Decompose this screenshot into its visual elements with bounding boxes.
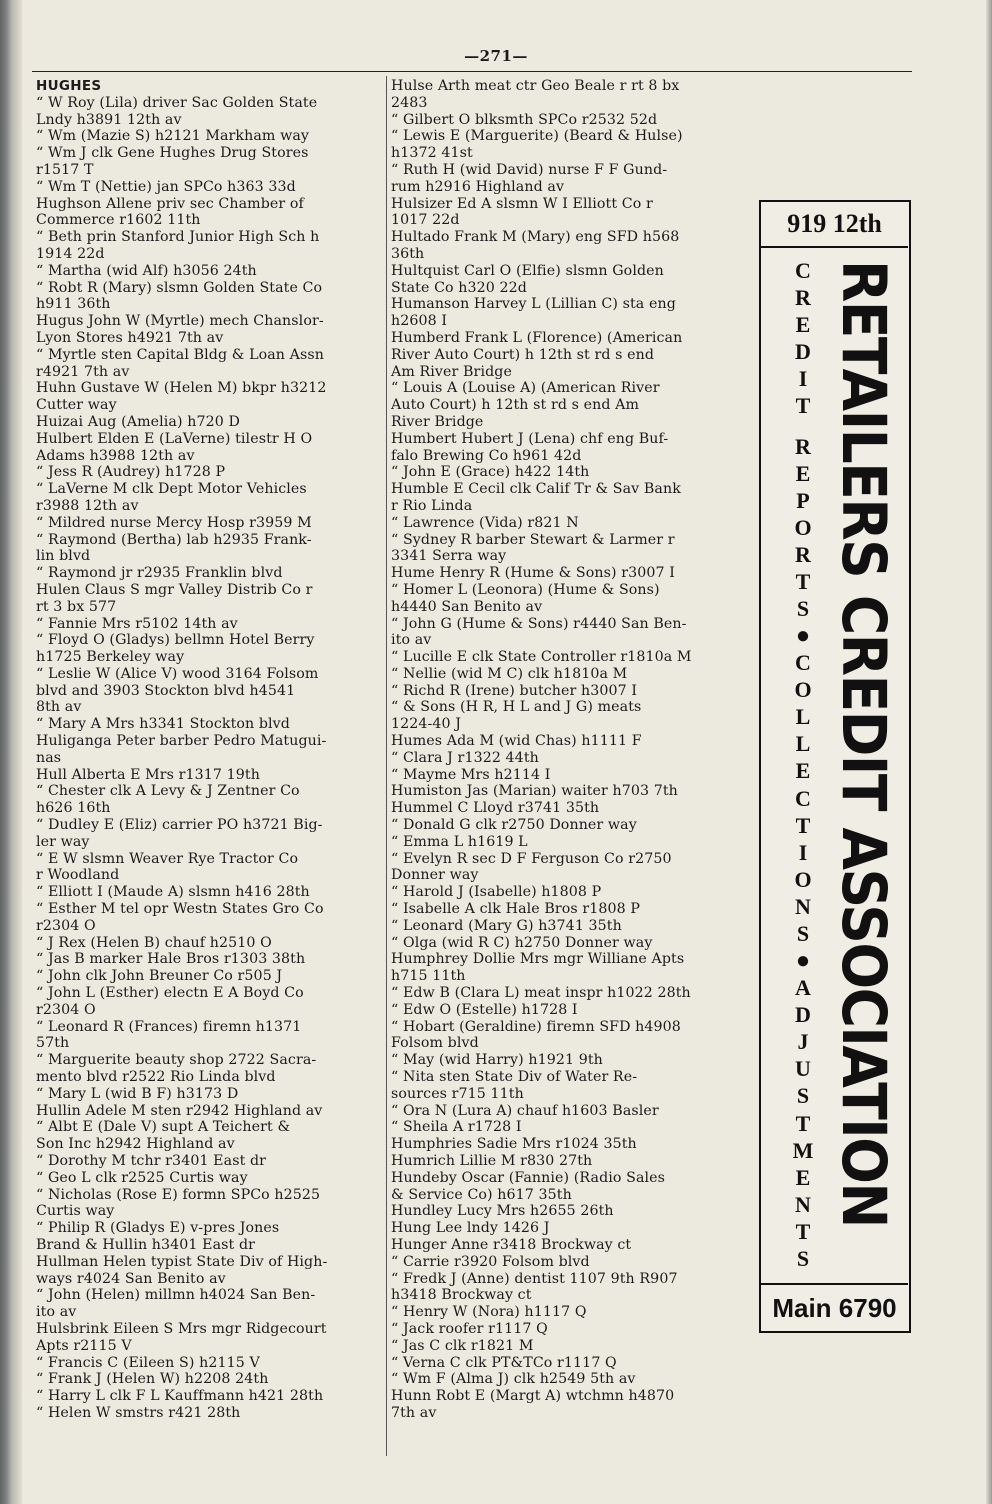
ad-letter: I xyxy=(798,839,808,865)
directory-entry-line: 57th xyxy=(36,1035,70,1052)
ad-letter: P xyxy=(796,487,810,513)
directory-entry-line: Hunn Robt E (Margt A) wtchmn h4870 xyxy=(391,1388,675,1405)
directory-entry-line: “ W Roy (Lila) driver Sac Golden State xyxy=(36,94,318,111)
directory-entry-line: “ Lawrence (Vida) r821 N xyxy=(391,514,579,531)
ad-letter: C xyxy=(795,785,811,811)
directory-entry-line: Hume Henry R (Hume & Sons) r3007 I xyxy=(391,565,675,582)
ad-address: 919 12th xyxy=(761,202,908,248)
directory-entry-line: “ Esther M tel opr Westn States Gro Co xyxy=(36,901,324,918)
directory-entry-line: 1017 22d xyxy=(391,212,460,229)
ad-letter: D xyxy=(795,339,811,365)
directory-entry-line: Am River Bridge xyxy=(391,363,512,380)
ad-letter: L xyxy=(795,731,811,757)
directory-entry-line: Humble E Cecil clk Calif Tr & Sav Bank xyxy=(391,481,681,498)
directory-entry-line: Hull Alberta E Mrs r1317 19th xyxy=(36,766,260,783)
directory-entry-line: Adams h3988 12th av xyxy=(36,447,195,464)
directory-entry-line: Hulen Claus S mgr Valley Distrib Co r xyxy=(36,581,313,598)
directory-entry-line: Hughson Allene priv sec Chamber of xyxy=(36,195,304,212)
directory-entry-line: Hulsizer Ed A slsmn W I Elliott Co r xyxy=(391,195,653,212)
directory-entry-line: “ Henry W (Nora) h1117 Q xyxy=(391,1304,587,1321)
directory-entry-line: “ Leonard (Mary G) h3741 35th xyxy=(391,917,622,934)
directory-entry-line: & Service Co) h617 35th xyxy=(391,1186,572,1203)
ad-letter: U xyxy=(795,1056,811,1082)
directory-entry-line: “ Floyd O (Gladys) bellmn Hotel Berry xyxy=(36,632,315,649)
ad-letter: J xyxy=(797,1029,809,1055)
ad-letter: C xyxy=(795,650,811,676)
directory-entry-line: “ Lewis E (Marguerite) (Beard & Hulse) xyxy=(391,128,683,145)
directory-entry-line: “ Verna C clk PT&TCo r1117 Q xyxy=(391,1354,617,1371)
directory-entry-line: Hunger Anne r3418 Brockway ct xyxy=(391,1236,632,1253)
directory-entry-line: blvd and 3903 Stockton blvd h4541 xyxy=(36,682,296,699)
ad-letter: T xyxy=(795,1218,811,1244)
directory-entry-line: “ Dudley E (Eliz) carrier PO h3721 Big- xyxy=(36,817,323,834)
directory-entry-line: “ Fredk J (Anne) dentist 1107 9th R907 xyxy=(391,1270,678,1287)
directory-entry-line: “ Ora N (Lura A) chauf h1603 Basler xyxy=(391,1102,659,1119)
directory-entry-line: r2304 O xyxy=(36,1001,96,1018)
directory-entry-line: Curtis way xyxy=(36,1203,115,1220)
ad-vertical-services xyxy=(781,260,825,1270)
directory-entry-line: r2304 O xyxy=(36,917,96,934)
directory-entry-line: Hulbert Elden E (LaVerne) tilestr H O xyxy=(36,430,313,447)
directory-entry-line: Humberd Frank L (Florence) (American xyxy=(391,329,683,346)
directory-entry-line: 3341 Serra way xyxy=(391,548,507,565)
directory-entry-line: “ Jack roofer r1117 Q xyxy=(391,1320,548,1337)
directory-entry-line: lin blvd xyxy=(36,548,91,565)
directory-entry-line: “ Wm (Mazie S) h2121 Markham way xyxy=(36,128,310,145)
directory-entry-line: Commerce r1602 11th xyxy=(36,212,201,229)
directory-entry-line: River Bridge xyxy=(391,413,484,430)
directory-entry-line: “ Philip R (Gladys E) v-pres Jones xyxy=(36,1220,280,1237)
directory-entry-line: “ Lucille E clk State Controller r1810a M xyxy=(391,649,692,666)
directory-entry-line: ways r4024 San Benito av xyxy=(36,1270,226,1287)
directory-entry-line: “ Carrie r3920 Folsom blvd xyxy=(391,1253,590,1270)
directory-entry-line: Hundeby Oscar (Fannie) (Radio Sales xyxy=(391,1169,666,1186)
directory-entry-line: “ LaVerne M clk Dept Motor Vehicles xyxy=(36,481,307,498)
directory-entry-line: Humrich Lillie M r830 27th xyxy=(391,1153,593,1169)
directory-entry-line: “ Mary A Mrs h3341 Stockton blvd xyxy=(36,716,290,733)
directory-entry-line: Huliganga Peter barber Pedro Matugui- xyxy=(36,733,327,750)
directory-entry-line: “ John L (Esther) electn E A Boyd Co xyxy=(36,985,304,1002)
directory-entry-line: Donner way xyxy=(391,867,479,884)
directory-entry-line: “ Leslie W (Alice V) wood 3164 Folsom xyxy=(36,665,319,682)
directory-entry-line: 1224-40 J xyxy=(391,716,462,733)
left-column-entries xyxy=(36,95,381,1422)
directory-entry-line: “ Geo L clk r2525 Curtis way xyxy=(36,1169,248,1186)
ad-letter: E xyxy=(795,758,811,784)
directory-entry-line: Cutter way xyxy=(36,397,117,414)
directory-entry-line: h1372 41st xyxy=(391,145,473,162)
directory-entry-line: r Woodland xyxy=(36,867,120,884)
ad-letter: A xyxy=(795,975,811,1001)
ad-letter: C xyxy=(795,258,811,283)
directory-entry-line: “ John clk John Breuner Co r505 J xyxy=(36,968,283,985)
directory-entry-line: ito av xyxy=(36,1304,77,1321)
page-binding-shadow xyxy=(0,0,22,1504)
middle-column-entries xyxy=(391,78,751,1422)
directory-entry-line: Lndy h3891 12th av xyxy=(36,111,182,128)
directory-entry-line: “ Nita sten State Div of Water Re- xyxy=(391,1069,638,1086)
directory-entry-line: “ Louis A (Louise A) (American River xyxy=(391,380,660,397)
directory-entry-line: Huizai Aug (Amelia) h720 D xyxy=(36,413,240,430)
directory-entry-line: h4440 San Benito av xyxy=(391,598,543,615)
directory-entry-line: “ Dorothy M tchr r3401 East dr xyxy=(36,1153,267,1169)
directory-entry-line: State Co h320 22d xyxy=(391,279,527,296)
ad-bullet-icon: ● xyxy=(795,948,811,975)
ad-company-name: RETAILERS CREDIT ASSOCIATION xyxy=(828,260,900,1227)
directory-entry-line: “ Raymond (Bertha) lab h2935 Frank- xyxy=(36,531,312,548)
ad-letter: R xyxy=(795,541,811,567)
directory-entry-line: Brand & Hullin h3401 East dr xyxy=(36,1236,256,1253)
directory-entry-line: “ John G (Hume & Sons) r4440 San Ben- xyxy=(391,615,687,632)
directory-entry-line: “ Richd R (Irene) butcher h3007 I xyxy=(391,682,638,699)
directory-entry-line: “ Edw B (Clara L) meat inspr h1022 28th xyxy=(391,985,691,1002)
directory-entry-line: “ Evelyn R sec D F Ferguson Co r2750 xyxy=(391,850,672,867)
ad-letter: T xyxy=(795,1110,811,1136)
directory-entry-line: “ E W slsmn Weaver Rye Tractor Co xyxy=(36,850,299,867)
ad-letter: R xyxy=(795,433,811,459)
directory-entry-line: r1517 T xyxy=(36,161,94,178)
directory-entry-line: “ Wm J clk Gene Hughes Drug Stores xyxy=(36,145,309,162)
directory-entry-line: “ Raymond jr r2935 Franklin blvd xyxy=(36,565,283,582)
directory-entry-line: “ Jas C clk r1821 M xyxy=(391,1337,534,1354)
directory-entry-line: “ Sydney R barber Stewart & Larmer r xyxy=(391,531,675,548)
directory-entry-line: Auto Court) h 12th st rd s end Am xyxy=(391,397,640,414)
directory-entry-line: Humiston Jas (Marian) waiter h703 7th xyxy=(391,783,678,800)
directory-entry-line: ler way xyxy=(36,833,90,850)
directory-entry-line: “ Elliott I (Maude A) slsmn h416 28th xyxy=(36,884,310,901)
directory-entry-line: nas xyxy=(36,749,62,766)
directory-entry-line: Lyon Stores h4921 7th av xyxy=(36,329,224,346)
directory-entry-line: “ Wm T (Nettie) jan SPCo h363 33d xyxy=(36,178,296,195)
directory-entry-line: “ Leonard R (Frances) firemn h1371 xyxy=(36,1018,302,1035)
directory-entry-line: falo Brewing Co h961 42d xyxy=(391,447,582,464)
directory-entry-line: Apts r2115 V xyxy=(36,1337,132,1354)
directory-entry-line: “ Nellie (wid M C) clk h1810a M xyxy=(391,665,628,682)
directory-entry-line: mento blvd r2522 Rio Linda blvd xyxy=(36,1069,276,1086)
directory-entry-line: Huhn Gustave W (Helen M) bkpr h3212 xyxy=(36,380,327,397)
ad-letter: S xyxy=(796,596,810,622)
retailers-credit-ad xyxy=(759,200,911,1333)
directory-entry-line: Hulsbrink Eileen S Mrs mgr Ridgecourt xyxy=(36,1320,327,1337)
directory-entry-line: “ Edw O (Estelle) h1728 I xyxy=(391,1001,578,1018)
directory-entry-line: r4921 7th av xyxy=(36,363,130,380)
ad-letter: E xyxy=(795,1164,811,1190)
directory-entry-line: “ Homer L (Leonora) (Hume & Sons) xyxy=(391,581,660,598)
page-edge xyxy=(986,0,992,1504)
directory-entry-line: “ Chester clk A Levy & J Zentner Co xyxy=(36,783,300,800)
ad-letter: L xyxy=(795,704,811,730)
left-column xyxy=(36,78,381,1422)
directory-entry-line: h715 11th xyxy=(391,968,466,985)
page-number: —271— xyxy=(464,47,528,65)
directory-entry-line: ito av xyxy=(391,632,432,649)
directory-entry-line: “ Mayme Mrs h2114 I xyxy=(391,766,551,783)
directory-entry-line: 2483 xyxy=(391,94,428,111)
directory-entry-line: “ Harry L clk F L Kauffmann h421 28th xyxy=(36,1388,324,1405)
directory-entry-line: “ Ruth H (wid David) nurse F F Gund- xyxy=(391,161,668,178)
directory-entry-line: Hummel C Lloyd r3741 35th xyxy=(391,800,600,817)
middle-column xyxy=(391,78,751,1422)
directory-entry-line: “ Marguerite beauty shop 2722 Sacra- xyxy=(36,1052,317,1069)
directory-entry-line: rt 3 bx 577 xyxy=(36,598,117,615)
directory-entry-line: Hung Lee lndy 1426 J xyxy=(391,1220,550,1237)
column-divider xyxy=(386,76,387,1456)
directory-entry-line: Hulse Arth meat ctr Geo Beale r rt 8 bx xyxy=(391,78,680,94)
directory-entry-line: “ John E (Grace) h422 14th xyxy=(391,464,590,481)
directory-entry-line: “ Clara J r1322 44th xyxy=(391,749,539,766)
ad-letter: O xyxy=(794,677,812,703)
directory-entry-line: “ Beth prin Stanford Junior High Sch h xyxy=(36,229,320,246)
directory-entry-line: Humes Ada M (wid Chas) h1111 F xyxy=(391,733,642,750)
directory-entry-line: “ May (wid Harry) h1921 9th xyxy=(391,1052,603,1069)
directory-entry-line: “ Gilbert O blksmth SPCo r2532 52d xyxy=(391,111,658,128)
ad-letter: S xyxy=(796,1083,810,1109)
directory-entry-line: Hultado Frank M (Mary) eng SFD h568 xyxy=(391,229,680,246)
ad-letter: E xyxy=(795,312,811,338)
directory-entry-line: Humphrey Dollie Mrs mgr Williane Apts xyxy=(391,951,685,968)
ad-letter: T xyxy=(795,812,811,838)
ad-letter: N xyxy=(795,1191,811,1217)
ad-letter: M xyxy=(792,1137,814,1163)
directory-entry-line: “ Frank J (Helen W) h2208 24th xyxy=(36,1371,269,1388)
ad-letter: R xyxy=(795,285,811,311)
directory-entry-line: “ Harold J (Isabelle) h1808 P xyxy=(391,884,602,901)
directory-entry-line: r3988 12th av xyxy=(36,497,139,514)
ad-letter: O xyxy=(794,866,812,892)
directory-entry-line: “ Hobart (Geraldine) firemn SFD h4908 xyxy=(391,1018,681,1035)
directory-entry-line: Hullin Adele M sten r2942 Highland av xyxy=(36,1102,323,1119)
directory-entry-line: Humphries Sadie Mrs r1024 35th xyxy=(391,1136,637,1153)
ad-letter: O xyxy=(794,514,812,540)
directory-entry-line: Humanson Harvey L (Lillian C) sta eng xyxy=(391,296,676,313)
directory-entry-line: Folsom blvd xyxy=(391,1035,479,1052)
directory-entry-line: “ Jas B marker Hale Bros r1303 38th xyxy=(36,951,306,968)
directory-entry-line: “ Emma L h1619 L xyxy=(391,833,528,850)
directory-entry-line: “ Jess R (Audrey) h1728 P xyxy=(36,464,226,481)
directory-entry-line: “ John (Helen) millmn h4024 San Ben- xyxy=(36,1287,316,1304)
directory-entry-line: “ Myrtle sten Capital Bldg & Loan Assn xyxy=(36,346,324,363)
directory-entry-line: “ Isabelle A clk Hale Bros r1808 P xyxy=(391,901,641,918)
directory-entry-line: rum h2916 Highland av xyxy=(391,178,565,195)
directory-entry-line: Humbert Hubert J (Lena) chf eng Buf- xyxy=(391,430,669,447)
directory-entry-line: 8th av xyxy=(36,699,82,716)
directory-entry-line: “ & Sons (H R, H L and J G) meats xyxy=(391,699,642,716)
directory-entry-line: “ Helen W smstrs r421 28th xyxy=(36,1404,241,1421)
directory-entry-line: “ Robt R (Mary) slsmn Golden State Co xyxy=(36,279,323,296)
directory-entry-line: 1914 22d xyxy=(36,245,105,262)
directory-entry-line: “ Wm F (Alma J) clk h2549 5th av xyxy=(391,1371,636,1388)
directory-entry-line: h2608 I xyxy=(391,313,448,330)
header-rule xyxy=(32,71,912,72)
directory-entry-line: 7th av xyxy=(391,1404,437,1421)
directory-entry-line: Son Inc h2942 Highland av xyxy=(36,1136,235,1153)
ad-letter: I xyxy=(798,366,808,392)
directory-entry-line: “ Donald G clk r2750 Donner way xyxy=(391,817,637,834)
directory-entry-line: “ Francis C (Eileen S) h2115 V xyxy=(36,1354,260,1371)
ad-bullet-icon: ● xyxy=(795,623,811,650)
directory-entry-line: Hultquist Carl O (Elfie) slsmn Golden xyxy=(391,262,664,279)
ad-letter: T xyxy=(795,393,811,419)
ad-letter: E xyxy=(795,460,811,486)
ad-letter: S xyxy=(796,1245,810,1271)
directory-entry-line: River Auto Court) h 12th st rd s end xyxy=(391,346,655,363)
ad-phone: Main 6790 xyxy=(761,1283,908,1331)
ad-letter: S xyxy=(796,920,810,946)
directory-entry-line: “ Albt E (Dale V) supt A Teichert & xyxy=(36,1119,291,1136)
directory-entry-line: 36th xyxy=(391,245,425,262)
directory-entry-line: Hugus John W (Myrtle) mech Chanslor- xyxy=(36,313,324,330)
directory-entry-line: “ Mary L (wid B F) h3173 D xyxy=(36,1085,239,1102)
directory-entry-line: “ Martha (wid Alf) h3056 24th xyxy=(36,262,257,279)
directory-entry-line: “ J Rex (Helen B) chauf h2510 O xyxy=(36,934,272,951)
directory-entry-line: h626 16th xyxy=(36,800,111,817)
directory-entry-line: “ Mildred nurse Mercy Hosp r3959 M xyxy=(36,514,312,531)
directory-entry-line: “ Olga (wid R C) h2750 Donner way xyxy=(391,934,653,951)
directory-entry-line: r Rio Linda xyxy=(391,497,473,514)
surname-heading: HUGHES xyxy=(36,78,102,94)
directory-entry-line: “ Nicholas (Rose E) formn SPCo h2525 xyxy=(36,1186,321,1203)
directory-entry-line: “ Sheila A r1728 I xyxy=(391,1119,522,1136)
directory-entry-line: Hullman Helen typist State Div of High- xyxy=(36,1253,328,1270)
directory-entry-line: h3418 Brockway ct xyxy=(391,1287,532,1304)
directory-entry-line: h1725 Berkeley way xyxy=(36,649,185,666)
ad-letter: T xyxy=(795,568,811,594)
directory-entry-line: “ Fannie Mrs r5102 14th av xyxy=(36,615,238,632)
ad-letter: D xyxy=(795,1002,811,1028)
directory-entry-line: sources r715 11th xyxy=(391,1085,524,1102)
ad-letter: N xyxy=(795,893,811,919)
directory-entry-line: Hundley Lucy Mrs h2655 26th xyxy=(391,1203,614,1220)
ad-company-name-wrap xyxy=(828,260,900,1275)
directory-entry-line: h911 36th xyxy=(36,296,111,313)
